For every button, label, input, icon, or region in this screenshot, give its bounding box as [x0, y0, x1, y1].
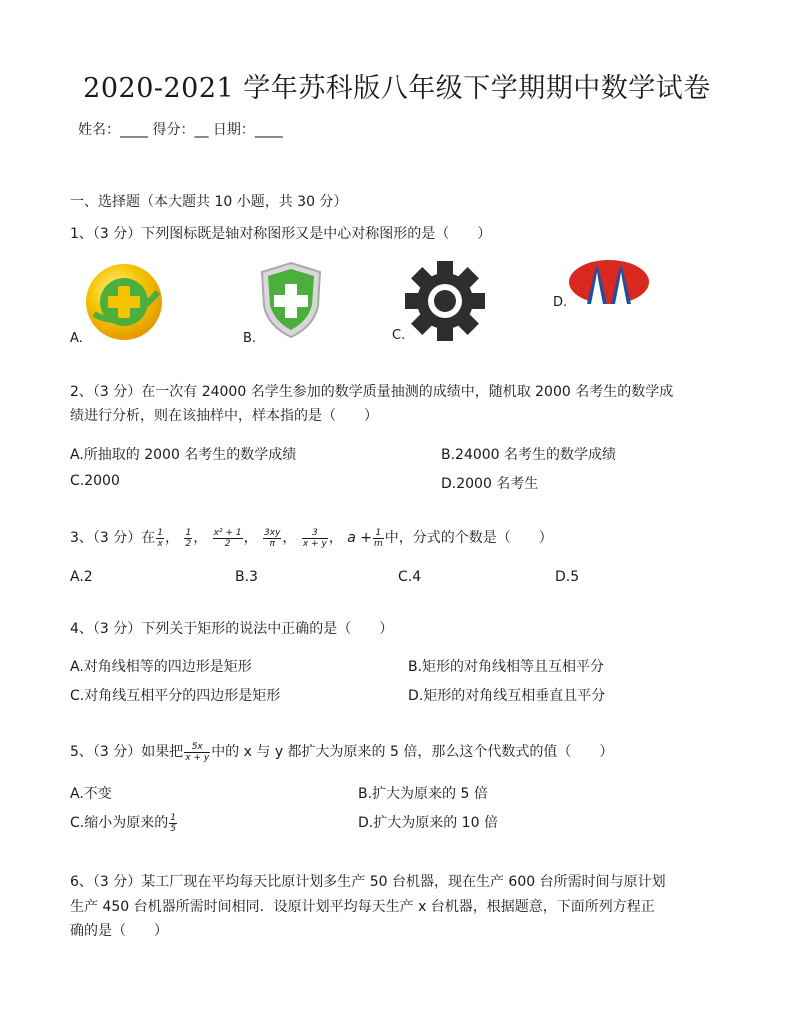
question-3-option-a: A.2	[70, 569, 93, 585]
question-3-option-b: B.3	[235, 569, 258, 585]
question-5-suffix: 中的 x 与 y 都扩大为原来的 5 倍，那么这个代数式的值（ ）	[211, 744, 614, 760]
gear-icon	[404, 260, 486, 346]
fraction-3-over-x-plus-y: $\frac{3}{x + y}$	[302, 527, 327, 549]
double-person-logo-icon	[567, 258, 651, 312]
fraction-x2-plus-1-over-2: $\frac{\text{x² + 1}}{2}$	[213, 527, 242, 549]
question-3-option-d: D.5	[555, 569, 580, 585]
question-1-text: 1、（3 分）下列图标既是轴对称图形又是中心对称图形的是（ ）	[70, 226, 492, 242]
option-d-label: D.	[553, 295, 568, 310]
question-2-line-1: 2、（3 分）在一次有 24000 名学生参加的数学质量抽测的成绩中，随机取 2000 名考生的数学成	[70, 384, 674, 400]
shield-plus-icon	[256, 260, 326, 344]
fraction-3xy-over-pi: $\frac{3xy}{\pi}$	[264, 527, 281, 549]
page-title: 2020-2021 学年苏科版八年级下学期期中数学试卷	[83, 73, 711, 104]
option-c-label: C.	[392, 328, 406, 343]
question-5-option-c: C.缩小为原来的 $\frac{1}{5}$	[70, 812, 176, 834]
question-2-option-a: A.所抽取的 2000 名考生的数学成绩	[70, 447, 297, 463]
question-2-option-c: C.2000	[70, 473, 120, 489]
question-4-option-a: A.对角线相等的四边形是矩形	[70, 659, 252, 675]
question-4-option-b: B.矩形的对角线相等且互相平分	[408, 659, 605, 675]
fraction-1-over-2: $\frac{1}{2}$	[185, 527, 192, 549]
question-5-prefix: 5、（3 分）如果把	[70, 744, 184, 760]
option-b-label: B.	[243, 331, 257, 346]
fraction-1-over-x: $\frac{1}{x}$	[157, 527, 163, 549]
section-heading: 一、选择题（本大题共 10 小题，共 30 分）	[70, 194, 348, 210]
question-3-text: 3、（3 分）在 $\frac{1}{x}$ ， $\frac{1}{2}$ ， $\frac{\text{x² + 1}}{2}$ ， $\frac{3xy}{\pi}$ ， $\frac{3}{x + y}$ ， a + $\frac{1}{m}$ 中，分式的个数是（ ）	[70, 527, 553, 549]
question-2-option-d: D.2000 名考生	[441, 476, 539, 492]
fraction-1-over-m: $\frac{1}{m}$	[374, 527, 383, 549]
question-3-option-c: C.4	[398, 569, 422, 585]
question-5-option-a: A.不变	[70, 786, 112, 802]
fraction-5x-over-x-plus-y: $\frac{5x}{x + y}$	[185, 741, 210, 763]
question-3-prefix: 3、（3 分）在	[70, 530, 156, 546]
expression-a-plus: a +	[347, 530, 373, 546]
question-2-line-2: 绩进行分析，则在该抽样中，样本指的是（ ）	[70, 408, 378, 424]
question-6-line-3: 确的是（ ）	[70, 923, 168, 939]
question-5-option-b: B.扩大为原来的 5 倍	[358, 786, 488, 802]
question-4-option-d: D.矩形的对角线互相垂直且平分	[408, 688, 606, 704]
question-5-option-d: D.扩大为原来的 10 倍	[358, 815, 498, 831]
question-4-text: 4、（3 分）下列关于矩形的说法中正确的是（ ）	[70, 621, 394, 637]
student-info-line: 姓名：____ 得分：__ 日期：____	[78, 122, 283, 138]
question-6-line-1: 6、（3 分）某工厂现在平均每天比原计划多生产 50 台机器，现在生产 600 台所需时间与原计划	[70, 874, 666, 890]
fraction-1-over-5: $\frac{1}{5}$	[170, 812, 176, 834]
question-5-text	[70, 740, 613, 764]
option-a-label: A.	[70, 331, 83, 346]
question-3-suffix: 中，分式的个数是（ ）	[384, 530, 553, 546]
question-4-option-c: C.对角线互相平分的四边形是矩形	[70, 688, 281, 704]
plus-ball-icon	[84, 262, 164, 346]
question-2-option-b: B.24000 名考生的数学成绩	[441, 447, 617, 463]
question-6-line-2: 生产 450 台机器所需时间相同．设原计划平均每天生产 x 台机器，根据题意，下面所列方程正	[70, 899, 655, 915]
